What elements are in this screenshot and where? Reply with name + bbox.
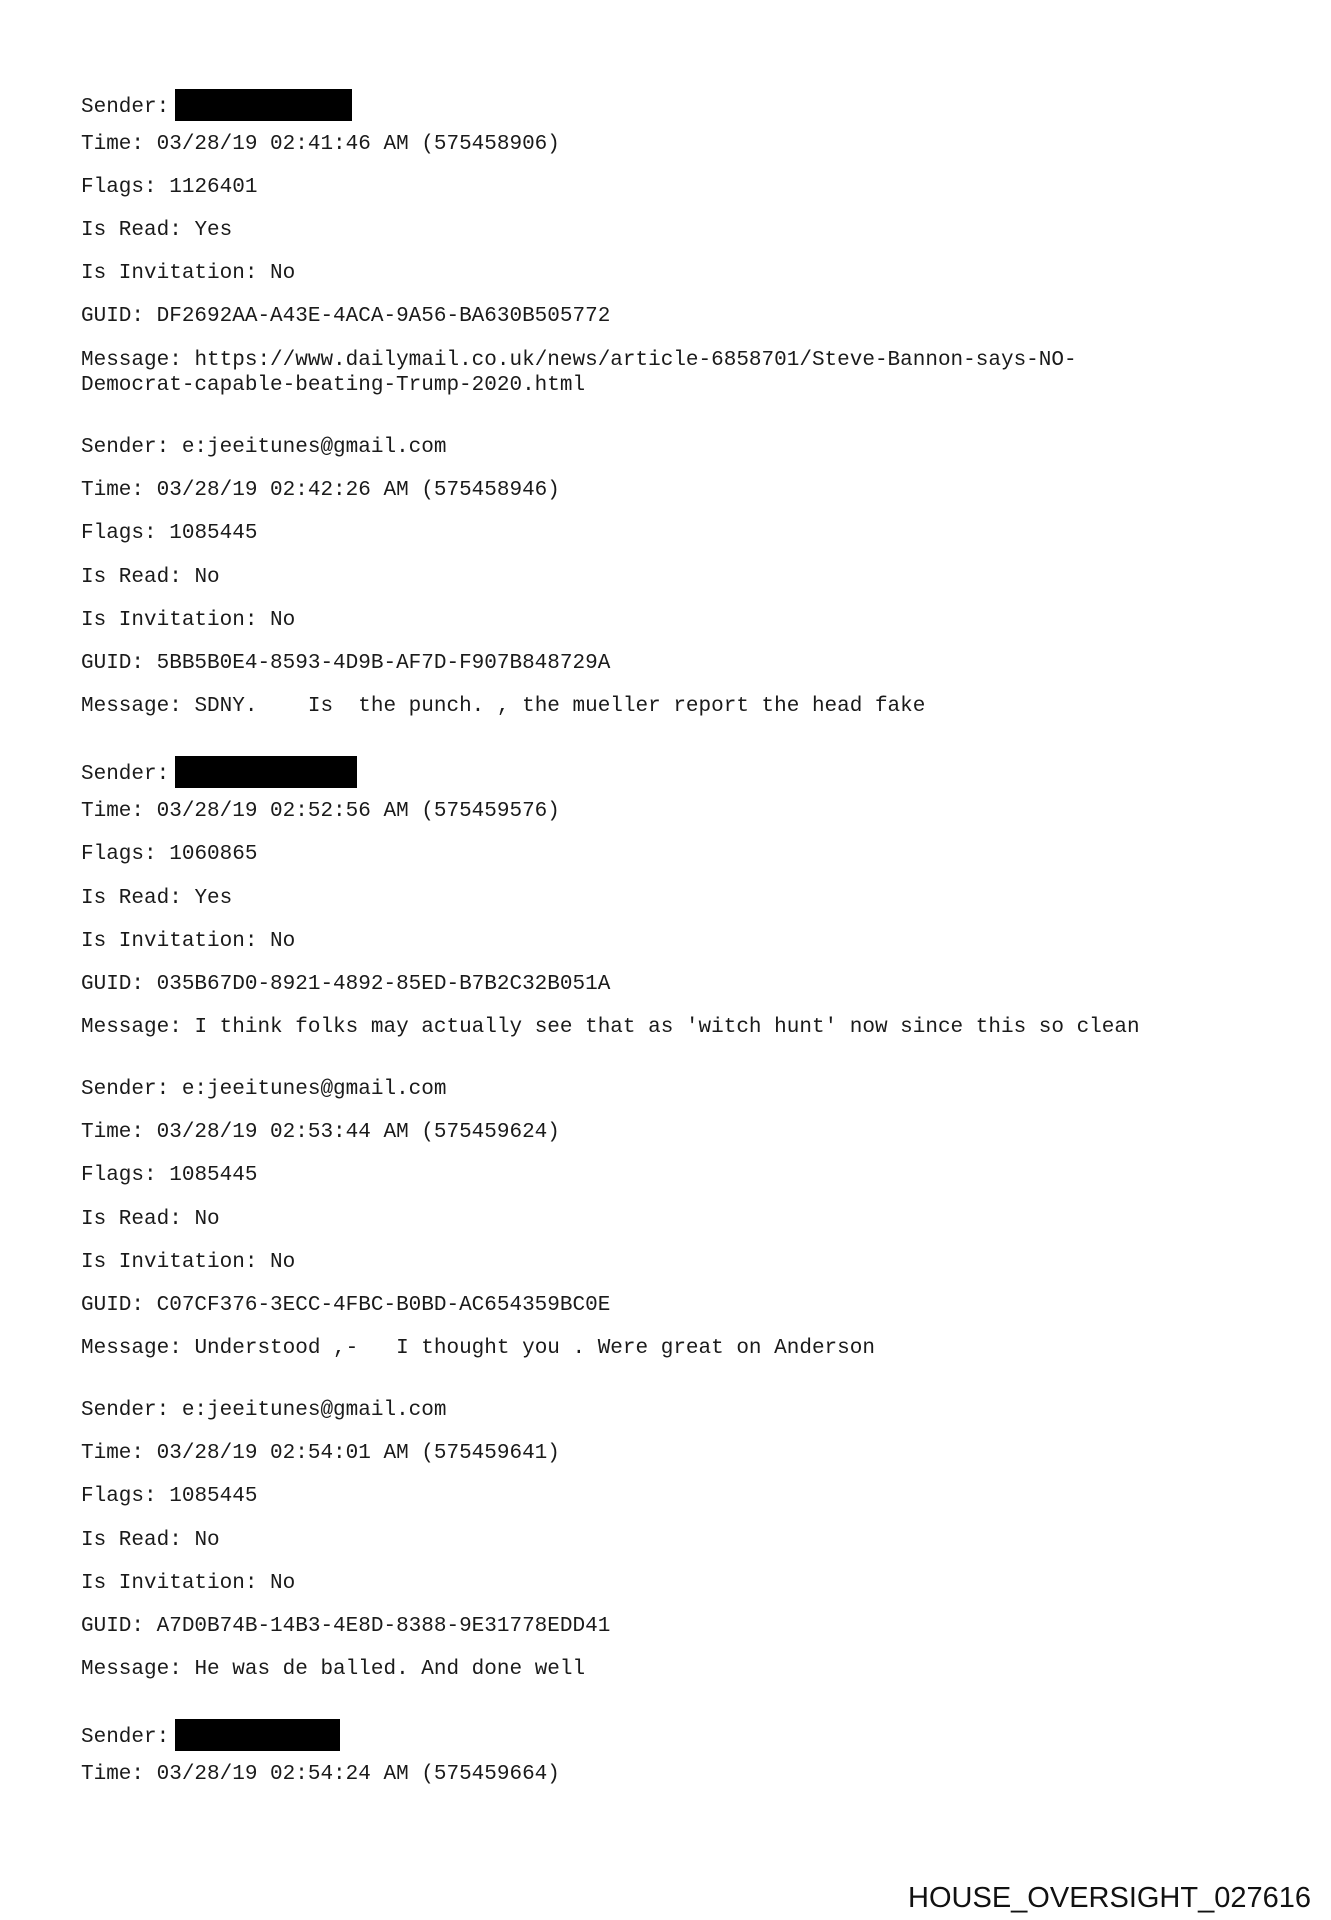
message-line	[81, 348, 1077, 373]
redaction-block	[175, 756, 357, 788]
sender-label: Sender:	[81, 1078, 170, 1101]
is-invitation-line	[81, 1571, 295, 1596]
message-text: I think folks may actually see that as 'witch hunt' now since this so clean	[194, 1016, 1140, 1039]
message-line	[81, 1015, 1140, 1040]
is-invitation-value: No	[270, 262, 296, 285]
is-invitation-line	[81, 1250, 295, 1275]
message-line	[81, 1336, 875, 1361]
guid-label: GUID:	[81, 305, 145, 328]
flags-value: 1085445	[169, 522, 258, 545]
time-line	[81, 132, 560, 157]
time-line	[81, 1120, 560, 1145]
message-continuation: Democrat-capable-beating-Trump-2020.html	[81, 374, 586, 397]
is-read-label: Is Read:	[81, 887, 182, 910]
is-read-line	[81, 886, 232, 911]
is-read-label: Is Read:	[81, 1529, 182, 1552]
guid-value: 5BB5B0E4-8593-4D9B-AF7D-F907B848729A	[156, 652, 611, 675]
guid-line	[81, 1614, 610, 1639]
is-invitation-line	[81, 261, 295, 286]
flags-line	[81, 1163, 257, 1188]
redaction-block	[175, 1719, 340, 1751]
is-read-line	[81, 1528, 220, 1553]
time-value: 03/28/19 02:54:24 AM (575459664)	[156, 1763, 560, 1786]
is-invitation-label: Is Invitation:	[81, 1251, 258, 1274]
sender-label: Sender:	[81, 1399, 170, 1422]
is-invitation-line	[81, 929, 295, 954]
time-label: Time:	[81, 1442, 145, 1465]
guid-label: GUID:	[81, 652, 145, 675]
flags-label: Flags:	[81, 1164, 157, 1187]
flags-line	[81, 175, 257, 200]
message-label: Message:	[81, 695, 182, 718]
sender-line	[81, 756, 357, 788]
sender-label: Sender:	[81, 436, 170, 459]
guid-line	[81, 972, 610, 997]
guid-label: GUID:	[81, 1615, 145, 1638]
guid-value: 035B67D0-8921-4892-85ED-B7B2C32B051A	[156, 973, 611, 996]
is-read-label: Is Read:	[81, 566, 182, 589]
message-label: Message:	[81, 1337, 182, 1360]
message-text: He was de balled. And done well	[194, 1658, 586, 1681]
time-line	[81, 1441, 560, 1466]
is-invitation-label: Is Invitation:	[81, 1572, 258, 1595]
sender-line	[81, 1719, 340, 1751]
message-label: Message:	[81, 1658, 182, 1681]
message-text: https://www.dailymail.co.uk/news/article-6858701/Steve-Bannon-says-NO-	[194, 349, 1077, 372]
is-read-value: Yes	[194, 219, 233, 242]
message-label: Message:	[81, 1016, 182, 1039]
is-read-label: Is Read:	[81, 219, 182, 242]
is-invitation-line	[81, 608, 295, 633]
is-read-line	[81, 565, 220, 590]
flags-label: Flags:	[81, 1485, 157, 1508]
sender-label: Sender:	[81, 1726, 170, 1749]
is-read-value: Yes	[194, 887, 233, 910]
time-label: Time:	[81, 479, 145, 502]
message-text: SDNY. Is the punch. , the mueller report the head fake	[194, 695, 926, 718]
is-invitation-value: No	[270, 1251, 296, 1274]
sender-line	[81, 1077, 446, 1102]
sender-line	[81, 1398, 446, 1423]
is-invitation-label: Is Invitation:	[81, 609, 258, 632]
message-line	[81, 1657, 585, 1682]
flags-line	[81, 521, 257, 546]
is-read-value: No	[194, 1208, 220, 1231]
time-label: Time:	[81, 800, 145, 823]
sender-value: e:jeeitunes@gmail.com	[181, 436, 447, 459]
message-label: Message:	[81, 349, 182, 372]
time-value: 03/28/19 02:53:44 AM (575459624)	[156, 1121, 560, 1144]
flags-line	[81, 842, 257, 867]
time-value: 03/28/19 02:42:26 AM (575458946)	[156, 479, 560, 502]
is-read-line	[81, 218, 232, 243]
time-line	[81, 799, 560, 824]
flags-value: 1126401	[169, 176, 258, 199]
guid-value: DF2692AA-A43E-4ACA-9A56-BA630B505772	[156, 305, 611, 328]
is-invitation-value: No	[270, 609, 296, 632]
flags-label: Flags:	[81, 843, 157, 866]
flags-value: 1085445	[169, 1485, 258, 1508]
sender-line	[81, 89, 352, 121]
guid-value: A7D0B74B-14B3-4E8D-8388-9E31778EDD41	[156, 1615, 611, 1638]
is-read-label: Is Read:	[81, 1208, 182, 1231]
time-value: 03/28/19 02:54:01 AM (575459641)	[156, 1442, 560, 1465]
time-value: 03/28/19 02:52:56 AM (575459576)	[156, 800, 560, 823]
time-value: 03/28/19 02:41:46 AM (575458906)	[156, 133, 560, 156]
sender-label: Sender:	[81, 763, 170, 786]
guid-label: GUID:	[81, 973, 145, 996]
message-text: Understood ,- I thought you . Were great on Anderson	[194, 1337, 875, 1360]
guid-line	[81, 1293, 610, 1318]
time-line	[81, 478, 560, 503]
time-label: Time:	[81, 133, 145, 156]
is-read-line	[81, 1207, 220, 1232]
sender-label: Sender:	[81, 96, 170, 119]
flags-label: Flags:	[81, 176, 157, 199]
is-invitation-value: No	[270, 1572, 296, 1595]
time-label: Time:	[81, 1121, 145, 1144]
bates-number: HOUSE_OVERSIGHT_027616	[908, 1882, 1311, 1914]
flags-value: 1085445	[169, 1164, 258, 1187]
guid-line	[81, 651, 610, 676]
flags-line	[81, 1484, 257, 1509]
sender-line	[81, 435, 446, 460]
guid-value: C07CF376-3ECC-4FBC-B0BD-AC654359BC0E	[156, 1294, 611, 1317]
flags-label: Flags:	[81, 522, 157, 545]
is-invitation-label: Is Invitation:	[81, 262, 258, 285]
redaction-block	[175, 89, 352, 121]
flags-value: 1060865	[169, 843, 258, 866]
sender-value: e:jeeitunes@gmail.com	[181, 1399, 447, 1422]
is-invitation-value: No	[270, 930, 296, 953]
guid-line	[81, 304, 610, 329]
is-read-value: No	[194, 566, 220, 589]
guid-label: GUID:	[81, 1294, 145, 1317]
time-label: Time:	[81, 1763, 145, 1786]
is-read-value: No	[194, 1529, 220, 1552]
is-invitation-label: Is Invitation:	[81, 930, 258, 953]
time-line	[81, 1762, 560, 1787]
sender-value: e:jeeitunes@gmail.com	[181, 1078, 447, 1101]
message-line	[81, 694, 925, 719]
